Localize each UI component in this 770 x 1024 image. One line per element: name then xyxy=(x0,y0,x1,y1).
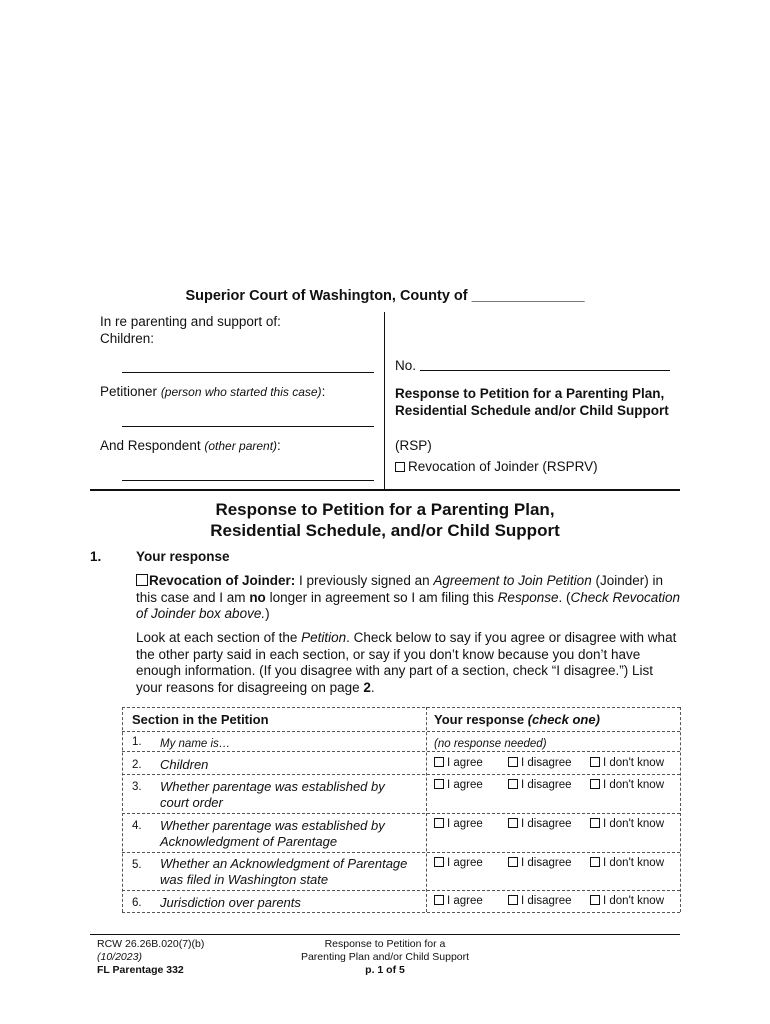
table-divider xyxy=(122,852,680,853)
response-table xyxy=(122,707,680,912)
table-border xyxy=(122,707,680,708)
children-name-line[interactable] xyxy=(122,372,374,373)
section-number: 1. xyxy=(90,549,102,564)
row-number: 2. xyxy=(132,759,142,771)
checkbox-icon[interactable] xyxy=(508,895,518,905)
row-number: 6. xyxy=(132,897,142,909)
checkbox-icon[interactable] xyxy=(434,757,444,767)
footer-form-title: Response to Petition for a xyxy=(324,938,446,950)
checkbox-icon[interactable] xyxy=(434,818,444,828)
caption-rule xyxy=(90,489,680,491)
footer-center xyxy=(250,938,520,977)
revocation-checkbox-icon[interactable] xyxy=(136,574,148,586)
checkbox-icon[interactable] xyxy=(508,757,518,767)
table-border xyxy=(122,707,123,912)
row-no-response: (no response needed) xyxy=(434,738,547,750)
table-divider xyxy=(122,890,680,891)
dont-know-option[interactable]: I don't know xyxy=(590,757,664,769)
table-divider xyxy=(426,707,427,912)
respondent-name-line[interactable] xyxy=(122,480,374,481)
document-abbreviation: (RSP) xyxy=(395,438,432,453)
checkbox-icon[interactable] xyxy=(590,895,600,905)
agree-option[interactable]: I agree xyxy=(434,779,483,791)
dont-know-option[interactable]: I don't know xyxy=(590,818,664,830)
checkbox-icon[interactable] xyxy=(590,857,600,867)
case-number-label: No. xyxy=(395,358,417,373)
header-section: Section in the Petition xyxy=(132,712,269,727)
row-number: 5. xyxy=(132,859,142,871)
footer-rule xyxy=(90,934,680,935)
footer-form-id: FL Parentage 332 xyxy=(97,964,184,976)
agree-option[interactable]: I agree xyxy=(434,757,483,769)
revocation-option[interactable]: Revocation of Joinder (RSPRV) xyxy=(395,458,598,475)
caption-divider xyxy=(384,312,385,490)
footer-left xyxy=(97,938,204,977)
disagree-option[interactable]: I disagree xyxy=(508,757,572,769)
disagree-option[interactable]: I disagree xyxy=(508,857,572,869)
table-divider xyxy=(122,731,680,732)
row-number: 4. xyxy=(132,820,142,832)
petitioner-label: Petitioner (person who started this case): xyxy=(100,384,326,399)
section-heading: Your response xyxy=(136,549,230,564)
footer-date: (10/2023) xyxy=(97,951,142,963)
header-response: Your response (check one) xyxy=(434,712,600,727)
table-border xyxy=(680,707,681,912)
row-text: My name is… xyxy=(160,738,231,750)
checkbox-icon[interactable] xyxy=(508,857,518,867)
disagree-option[interactable]: I disagree xyxy=(508,895,572,907)
case-number-line[interactable] xyxy=(420,370,670,371)
footer-form-title: Parenting Plan and/or Child Support xyxy=(300,951,470,963)
checkbox-icon[interactable] xyxy=(508,779,518,789)
document-title: Response to Petition for a Parenting Plan, Residential Schedule and/or Child Support xyxy=(395,386,669,418)
footer-rcw: RCW 26.26B.020(7)(b) xyxy=(97,938,205,950)
checkbox-icon[interactable] xyxy=(508,818,518,828)
checkbox-icon[interactable] xyxy=(434,895,444,905)
agree-option[interactable]: I agree xyxy=(434,857,483,869)
dont-know-option[interactable]: I don't know xyxy=(590,895,664,907)
in-re-label: In re parenting and support of: xyxy=(100,314,281,329)
children-label: Children: xyxy=(100,331,155,346)
disagree-option[interactable]: I disagree xyxy=(508,818,572,830)
checkbox-icon[interactable] xyxy=(590,757,600,767)
agree-option[interactable]: I agree xyxy=(434,895,483,907)
respondent-label: And Respondent (other parent): xyxy=(100,438,281,453)
table-border xyxy=(122,912,680,913)
checkbox-icon[interactable] xyxy=(434,857,444,867)
row-text: Jurisdiction over parents xyxy=(160,895,301,910)
row-number: 3. xyxy=(132,781,142,793)
row-text: Whether an Acknowledgment of Parentage was filed in Washington state xyxy=(160,856,408,887)
row-text: Children xyxy=(160,757,209,772)
footer-page-number: p. 1 of 5 xyxy=(365,964,405,976)
dont-know-option[interactable]: I don't know xyxy=(590,779,664,791)
agree-option[interactable]: I agree xyxy=(434,818,483,830)
table-divider xyxy=(122,774,680,775)
instructions-paragraph: Look at each section of the Petition. Check below to say if you agree or disagree with what the other party said in each section, or say if you don’t know because you don’t have enough information. (If you disagree with any part of a section, check “I disagree.”) List your reasons for disagreeing on page 2. xyxy=(136,630,677,695)
checkbox-icon[interactable] xyxy=(590,779,600,789)
dont-know-option[interactable]: I don't know xyxy=(590,857,664,869)
row-text: Whether parentage was established by Acknowledgment of Parentage xyxy=(160,818,385,849)
court-title: Superior Court of Washington, County of ______________ xyxy=(185,288,585,304)
table-divider xyxy=(122,813,680,814)
revocation-paragraph: Revocation of Joinder: I previously signed an Agreement to Join Petition (Joinder) in this case and I am no longer in agreement so I am filing this Response. (Check Revocation of Joinder box above.) xyxy=(136,573,681,621)
checkbox-icon[interactable] xyxy=(395,462,405,472)
checkbox-icon[interactable] xyxy=(434,779,444,789)
page-title: Response to Petition for a Parenting Plan, Residential Schedule, and/or Child Support xyxy=(210,500,560,540)
petitioner-name-line[interactable] xyxy=(122,426,374,427)
checkbox-icon[interactable] xyxy=(590,818,600,828)
disagree-option[interactable]: I disagree xyxy=(508,779,572,791)
row-number: 1. xyxy=(132,736,142,748)
row-text: Whether parentage was established by court order xyxy=(160,779,385,810)
